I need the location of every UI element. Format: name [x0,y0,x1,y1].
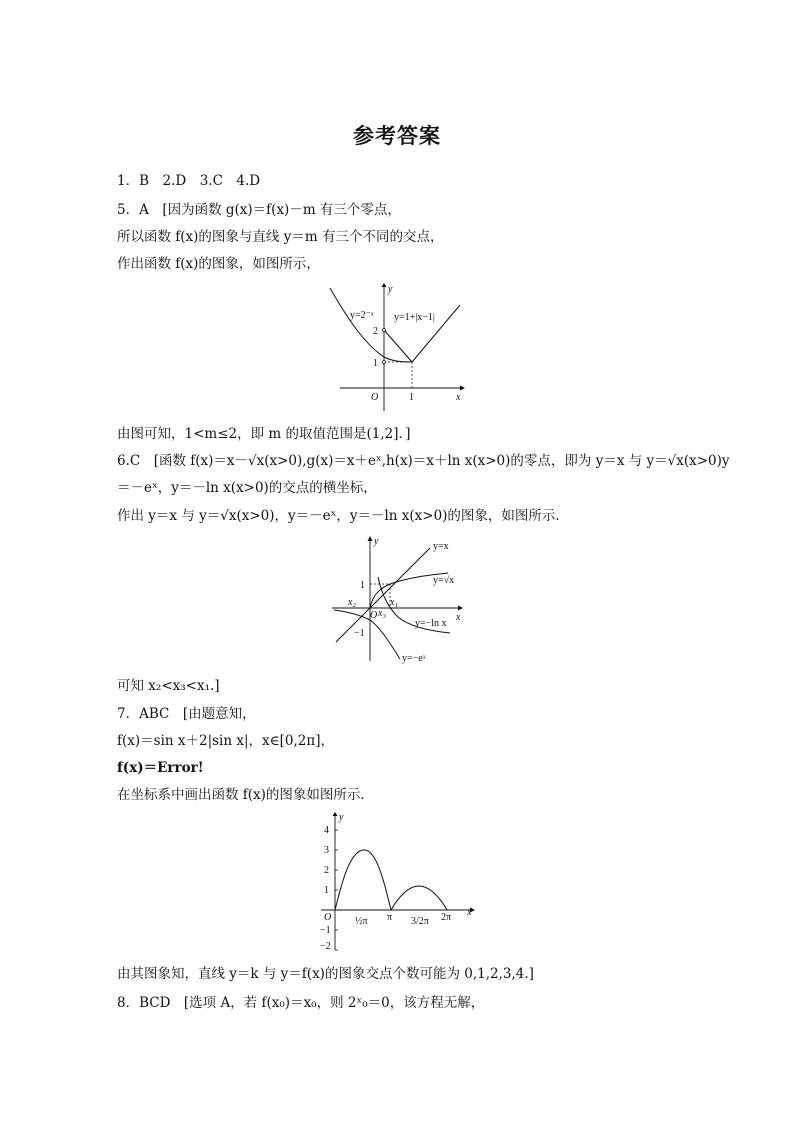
fig2-x3: x₃ [378,608,386,619]
fig2-label-exp: y=−eˣ [402,653,426,664]
fig2-x1: x₁ [390,597,398,608]
answer-7-line4: 在坐标系中画出函数 f(x)的图象如图所示． [117,787,374,803]
fig3-xtick-2pi: 2π [441,912,452,923]
answer-6-conclusion: 可知 x₂<x₃<x₁.] [117,678,220,694]
fig1-label-abs: y=1+|x−1| [394,312,435,323]
answer-7-line2: f(x)＝sin x＋2|sin x|，x∈[0,2π]， [117,733,335,749]
fig3-xtick-pi: π [387,912,393,923]
fig1-label-exp: y=2⁻ˣ [350,310,374,321]
fig3-ytick-1: 1 [324,885,329,896]
fig2-label-ln: y=−ln x [415,618,447,629]
answer-5-conclusion: 由图可知，1<m≤2，即 m 的取值范围是(1,2]．] [117,426,411,442]
figure-1-graph [330,283,465,413]
fig1-tick-1x: 1 [409,392,414,403]
answer-7-conclusion: 由其图象知，直线 y＝k 与 y＝f(x)的图象交点个数可能为 0,1,2,3,4.] [117,966,534,982]
fig1-y-label: y [388,284,393,295]
fig3-ytick-4: 4 [324,825,329,836]
fig3-x-label: x [467,907,472,918]
fig2-tick-1: 1 [360,580,365,591]
answer-8: 8．BCD [选项 A，若 f(x₀)＝x₀，则 2ˣ₀＝0，该方程无解， [117,995,485,1011]
fig3-origin: O [324,912,332,923]
page-title: 参考答案 [353,124,441,148]
answer-6: 6.C [函数 f(x)＝x－√x(x>0),g(x)＝x＋eˣ,h(x)＝x＋ln x(x>0)的零点，即为 y＝x 与 y＝√x(x>0)y [117,453,730,469]
fig2-label-yx: y=x [433,541,449,552]
fig1-x-label: x [456,392,461,403]
answer-5-line2: 所以函数 f(x)的图象与直线 y＝m 有三个不同的交点， [117,229,444,245]
fig1-tick-1y: 1 [373,358,378,369]
fig1-origin: O [371,392,379,403]
fig3-ytick-m2: −2 [320,941,331,952]
fig3-xtick-3halfpi: 3/2π [411,916,429,927]
fig3-ytick-m1: −1 [320,925,331,936]
answer-1-4: 1．B 2.D 3.C 4.D [117,173,261,189]
answer-7: 7．ABC [由题意知， [117,706,256,722]
fig1-tick-2: 2 [373,326,378,337]
fig2-label-sqrt: y=√x [433,575,455,586]
fig2-tick-m1: −1 [354,628,365,639]
figure-3-graph [315,812,480,952]
fig2-x-label: x [456,612,461,623]
fig3-ytick-3: 3 [324,845,329,856]
answer-6-line2: ＝－eˣ，y＝－ln x(x>0)的交点的横坐标， [117,480,377,496]
fig2-origin: O [370,610,378,621]
answer-5: 5．A [因为函数 g(x)＝f(x)－m 有三个零点， [117,202,401,218]
figure-2-graph [330,535,465,665]
fig3-ytick-2: 2 [324,865,329,876]
fig2-x2: x₂ [348,597,356,608]
answer-7-line3: f(x)＝Error! [117,760,204,776]
answer-6-line3: 作出 y＝x 与 y＝√x(x>0)，y＝－eˣ，y＝－ln x(x>0)的图象，如图所示． [117,508,569,524]
fig2-y-label: y [374,536,379,547]
fig3-y-label: y [339,812,344,823]
fig3-xtick-halfpi: ½π [355,916,368,927]
answer-5-line3: 作出函数 f(x)的图象，如图所示， [117,256,320,272]
